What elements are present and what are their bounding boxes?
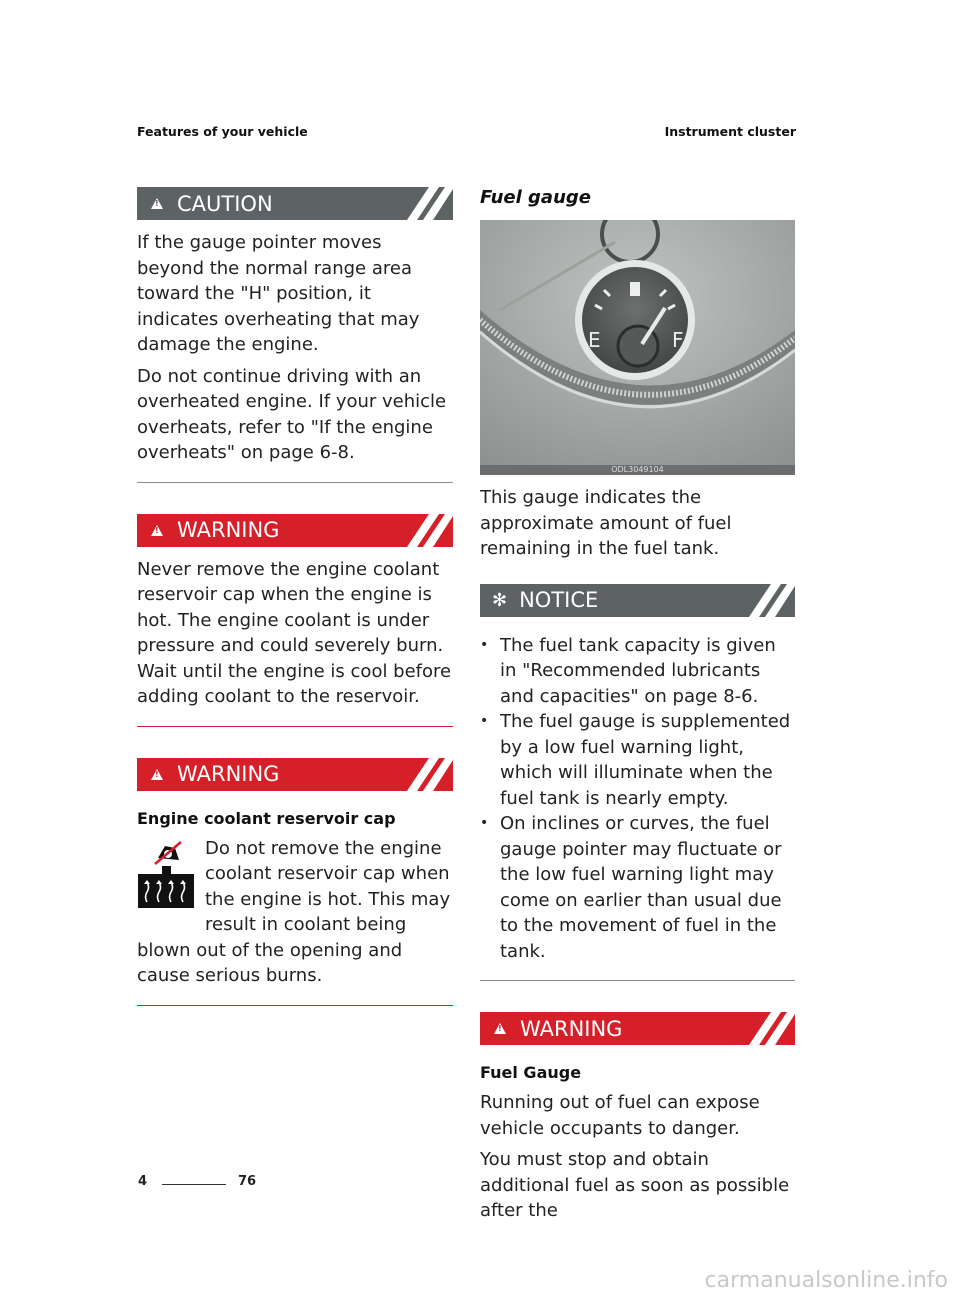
watermark: carmanualsonline.info [704,1268,948,1293]
warning-triangle-icon [151,525,163,536]
left-column [137,187,453,1006]
page-number: 76 [238,1174,257,1189]
fuel-description: This gauge indicates the approximate amount of fuel remaining in the fuel tank. [480,487,732,559]
gauge-empty-label: E [588,328,601,352]
running-header-section: Features of your vehicle [137,124,308,139]
footer-divider [162,1184,226,1185]
fuel-gauge-photo [480,220,795,475]
image-code: ODL3049104 [480,465,795,475]
running-header-chapter: Instrument cluster [664,124,796,139]
gauge-full-label: F [672,328,684,352]
warning-subhead-fuel: Fuel Gauge [480,1063,582,1082]
notice-banner [480,584,795,617]
notice-label: NOTICE [519,588,599,612]
warning-triangle-icon [494,1023,506,1034]
warning-label-2: WARNING [177,762,280,786]
caution-label: CAUTION [177,191,273,216]
fuel-warning-paragraph-2: You must stop and obtain additional fuel as soon as possible after the [480,1149,790,1221]
section-number: 4 [138,1174,148,1189]
caution-paragraph-2: Do not continue driving with an overheated engine. If your vehicle overheats, refer to "If the engine overheats" on page 6-8. [137,365,447,463]
warning-label: WARNING [177,518,280,542]
section-title: Fuel gauge [480,187,591,208]
warning-divider-2 [137,1005,453,1006]
warning-subhead: Engine coolant reservoir cap [137,808,396,828]
stripes-icon [393,187,453,220]
warning-label-fuel: WARNING [520,1016,623,1041]
stripes-icon [735,584,795,617]
warning-triangle-icon [151,769,163,780]
stripes-icon [735,1012,795,1045]
warning-paragraph: Never remove the engine coolant reservoir cap when the engine is hot. The engine coolant is under pressure and could severely burn. Wait until the engine is cool before adding coolant to the reservoir. [137,558,452,707]
warning-banner [137,514,453,547]
notice-item: • The fuel tank capacity is given in "Recommended lubricants and capacities" on page 8-6. [480,633,795,710]
warning-banner-fuel [480,1012,795,1045]
notice-item: • The fuel gauge is supplemented by a low fuel warning light, which will illuminate when the fuel tank is nearly empty. [480,709,795,811]
warning-paragraph-2: Do not remove the engine coolant reservoir cap when the engine is hot. This may result in coolant being blown out of the opening and cause serious burns. [137,837,451,986]
fuel-warning-paragraph-1: Running out of fuel can expose vehicle occupants to danger. [480,1092,760,1139]
asterisk-icon: ✻ [492,589,508,611]
caution-banner [137,187,453,220]
stripes-icon [393,758,453,791]
right-column [480,187,795,1224]
hot-coolant-reservoir-icon [137,840,195,914]
warning-banner-2 [137,758,453,791]
stripes-icon [393,514,453,547]
notice-item: • On inclines or curves, the fuel gauge pointer may fluctuate or the low fuel warning light may come on earlier than usual due to the movement of fuel in the tank. [480,811,795,964]
caution-triangle-icon [151,198,163,209]
fuel-gauge-illustration [480,220,795,475]
caution-paragraph-1: If the gauge pointer moves beyond the normal range area toward the "H" position, it indicates overheating that may damage the engine. [137,232,420,355]
notice-list [480,633,795,965]
